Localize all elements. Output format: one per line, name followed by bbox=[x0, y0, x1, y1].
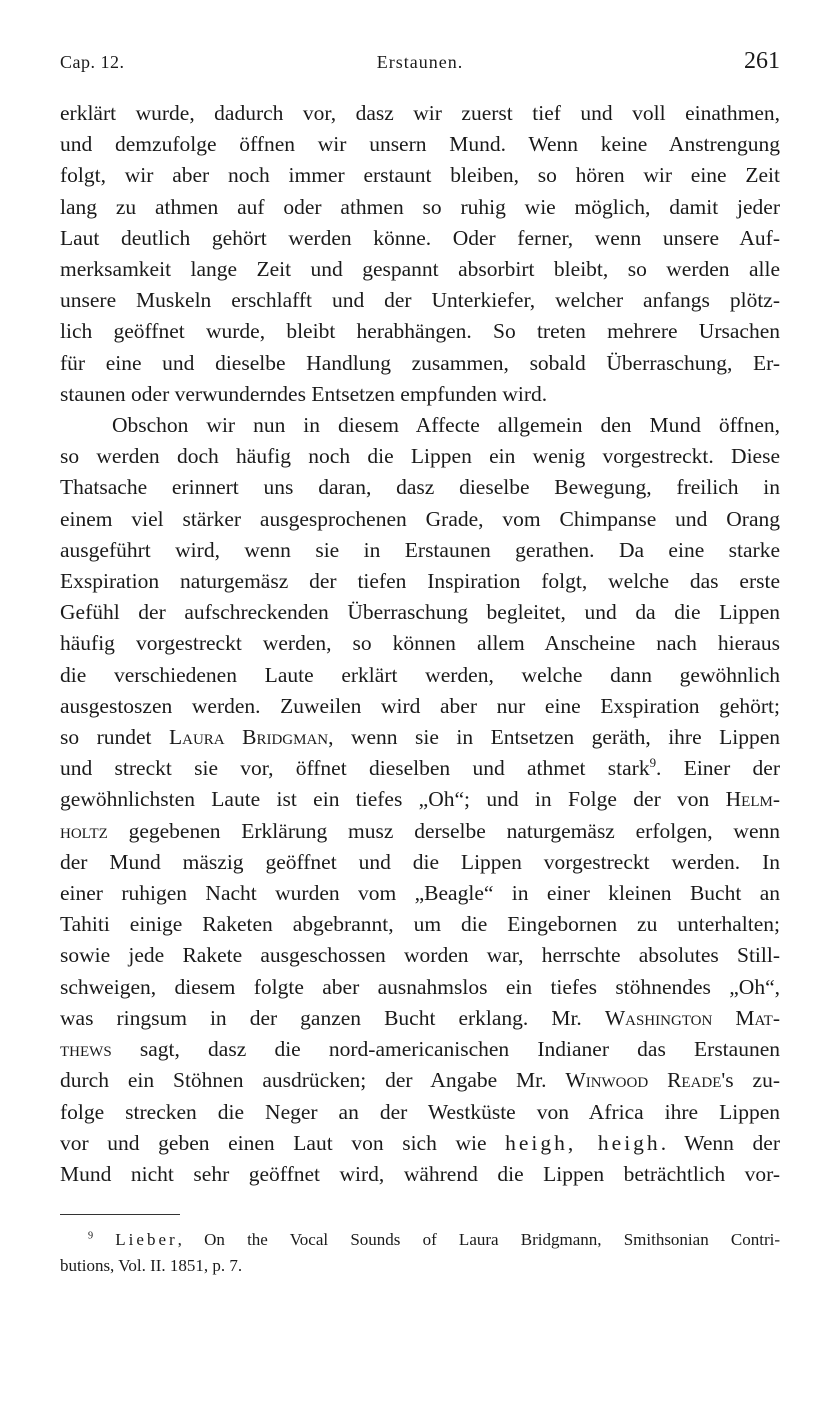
text-line bbox=[60, 816, 780, 847]
person-name: holtz bbox=[60, 818, 108, 843]
text-span: so rundet bbox=[60, 725, 169, 750]
footnote-marker: 9 bbox=[88, 1230, 94, 1242]
text-line: staunen oder verwunderndes Entsetzen empfunden wird. bbox=[60, 381, 548, 406]
spaced-emphasis: heigh, heigh bbox=[505, 1130, 661, 1155]
text-line: so werden doch häufig noch die Lippen ein wenig vorgestreckt. Diese bbox=[60, 444, 780, 469]
text-line: Exspiration naturgemäsz der tiefen Inspiration folgt, welche das erste bbox=[60, 569, 780, 594]
text-span: . Einer der bbox=[656, 756, 780, 781]
text-span: , wenn sie in Entsetzen geräth, ihre Lippen bbox=[328, 725, 780, 750]
text-line: Obschon wir nun in diesem Affecte allgemein den Mund öffnen, bbox=[112, 413, 780, 438]
text-line: lang zu athmen auf oder athmen so ruhig wie möglich, damit jeder bbox=[60, 194, 780, 219]
text-line: und demzufolge öffnen wir unsern Mund. Wenn keine Anstrengung bbox=[60, 132, 780, 157]
text-line: Tahiti einige Raketen abgebrannt, um die Eingebornen zu unterhalten; bbox=[60, 912, 780, 937]
text-line: schweigen, diesem folgte aber ausnahmslos ein tiefes stöhnendes „Oh“, bbox=[60, 974, 780, 999]
text-line bbox=[60, 1034, 780, 1065]
person-name: Helm- bbox=[725, 787, 780, 812]
text-line: merksamkeit lange Zeit und gespannt absorbirt bleibt, so werden alle bbox=[60, 257, 780, 282]
chapter-label: Cap. 12. bbox=[60, 52, 125, 72]
text-line: einer ruhigen Nacht wurden vom „Beagle“ in einer kleinen Bucht an bbox=[60, 881, 780, 906]
text-line: die verschiedenen Laute erklärt werden, welche dann gewöhnlich bbox=[60, 662, 780, 687]
text-line: Thatsache erinnert uns daran, dasz dieselbe Bewegung, freilich in bbox=[60, 475, 780, 500]
text-span: gegebenen Erklärung musz derselbe naturgemäsz erfolgen, wenn bbox=[107, 818, 780, 843]
text-span: , On the Vocal Sounds of Laura Bridgmann, Smithsonian Contri- bbox=[177, 1230, 780, 1250]
person-name: thews bbox=[60, 1037, 112, 1062]
text-line: Gefühl der aufschreckenden Überraschung begleitet, und da die Lippen bbox=[60, 600, 780, 625]
text-line: häufig vorgestreckt werden, so können allem Anscheine nach hieraus bbox=[60, 631, 780, 656]
page-number: 261 bbox=[744, 48, 780, 74]
text-span: gewöhnlichsten Laute ist ein tiefes „Oh“; und in Folge der von bbox=[60, 787, 726, 812]
text-line bbox=[60, 722, 780, 753]
footnote-author: Lieber bbox=[115, 1230, 178, 1250]
text-line: folge strecken die Neger an der Westküste von Africa ihre Lippen bbox=[60, 1099, 780, 1124]
text-span: . Wenn der bbox=[660, 1130, 780, 1155]
text-span: was ringsum in der ganzen Bucht erklang. Mr. bbox=[60, 1005, 605, 1030]
text-span: sagt, dasz die nord-americanischen Indianer das Erstaunen bbox=[111, 1037, 780, 1062]
footnotes bbox=[60, 1227, 780, 1279]
footnote-divider bbox=[60, 1214, 180, 1215]
footnote-line: butions, Vol. II. 1851, p. 7. bbox=[60, 1256, 243, 1276]
text-line bbox=[60, 1003, 780, 1034]
footnote-reference: 9 bbox=[649, 756, 657, 771]
text-line: folgt, wir aber noch immer erstaunt bleiben, so hören wir eine Zeit bbox=[60, 163, 780, 188]
person-name: Washington Mat- bbox=[604, 1005, 780, 1030]
text-span: 's zu- bbox=[721, 1068, 780, 1093]
text-line: ausgeführt wird, wenn sie in Erstaunen gerathen. Da eine starke bbox=[60, 537, 780, 562]
text-line: einem viel stärker ausgesprochenen Grade, vom Chimpanse und Orang bbox=[60, 506, 780, 531]
text-line bbox=[60, 784, 780, 815]
text-line: Laut deutlich gehört werden könne. Oder ferner, wenn unsere Auf- bbox=[60, 225, 780, 250]
text-span: vor und geben einen Laut von sich wie bbox=[60, 1130, 506, 1155]
text-line bbox=[60, 753, 780, 784]
text-line: für eine und dieselbe Handlung zusammen, sobald Überraschung, Er- bbox=[60, 350, 780, 375]
text-line: sowie jede Rakete ausgeschossen worden war, herrschte absolutes Still- bbox=[60, 943, 780, 968]
text-line: ausgestoszen werden. Zuweilen wird aber nur eine Exspiration gehört; bbox=[60, 693, 780, 718]
text-line: unsere Muskeln erschlafft und der Unterkiefer, welcher anfangs plötz- bbox=[60, 288, 780, 313]
text-line bbox=[60, 1065, 780, 1096]
text-line: der Mund mäszig geöffnet und die Lippen vorgestreckt werden. In bbox=[60, 849, 780, 874]
person-name: Winwood Reade bbox=[565, 1068, 722, 1093]
body-text bbox=[60, 98, 780, 1190]
text-line: erklärt wurde, dadurch vor, dasz wir zuerst tief und voll einathmen, bbox=[60, 101, 780, 125]
running-header bbox=[60, 48, 780, 88]
text-line: Mund nicht sehr geöffnet wird, während die Lippen beträchtlich vor- bbox=[60, 1161, 780, 1186]
footnote-line bbox=[60, 1227, 780, 1253]
running-title: Erstaunen. bbox=[376, 52, 464, 72]
person-name: Laura Bridgman bbox=[169, 725, 329, 750]
text-span: und streckt sie vor, öffnet dieselben und athmet stark bbox=[60, 756, 650, 781]
text-span: durch ein Stöhnen ausdrücken; der Angabe Mr. bbox=[60, 1068, 566, 1093]
text-line bbox=[60, 1128, 780, 1159]
page bbox=[60, 48, 780, 1279]
text-line: lich geöffnet wurde, bleibt herabhängen. So treten mehrere Ursachen bbox=[60, 319, 780, 344]
